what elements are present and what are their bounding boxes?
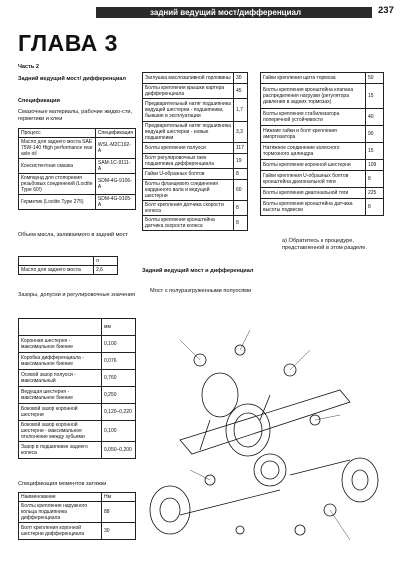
specs-heading: Спецификации bbox=[18, 98, 60, 104]
table-row: Гайки крепления щита тормоза 50 bbox=[261, 73, 384, 84]
axle-shaft-left bbox=[180, 490, 280, 515]
table-row: Болты крепления диагональной тяги 225 bbox=[261, 188, 384, 199]
axle-exploded-diagram bbox=[140, 300, 392, 562]
ring-gear bbox=[254, 454, 286, 486]
table-row: Болт регулировочных гаек подшипника дифференциала 19 bbox=[143, 154, 248, 169]
table-row: Предварительный натяг подшипника ведущей шестерни - новые подшипники 3,3 bbox=[143, 122, 248, 143]
table-row: Болты крепления стабилизатора поперечной устойчивости 40 bbox=[261, 109, 384, 126]
lubricants-intro: Смазочные материалы, рабочие жидко-сти, герметики и клеи bbox=[18, 109, 133, 122]
section-title: Задний ведущий мост/ дифференциал bbox=[18, 76, 126, 82]
table-row: Болты крепления кронштейна датчика скорости колеса 8 bbox=[143, 216, 248, 231]
oil-volume-table bbox=[18, 256, 118, 275]
table-row: Гайки крепления U-образных болтов кронштейна диагональной тяги 8 bbox=[261, 171, 384, 188]
axle-shaft-right bbox=[290, 460, 350, 475]
table-row: Ведущая шестерня - максимальное биение 0,250 bbox=[19, 387, 136, 404]
differential-housing bbox=[226, 404, 270, 456]
torque-table-right bbox=[260, 72, 384, 216]
table-row: Осевой зазор полуоси - максимальный 0,760 bbox=[19, 370, 136, 387]
clearances-heading: Зазоры, допуски и регулировочные значения bbox=[18, 292, 136, 298]
table-row: Болт крепления коронной шестерни дифференциала 30 bbox=[19, 523, 136, 540]
table-row: Компаунд для стопорения резьбовых соединений (Loctite Type 60!) SDM-4G-9106-A bbox=[19, 174, 136, 195]
table-header: Процесс bbox=[19, 129, 96, 138]
table-row: Болты крепления крышки картера дифференциала 45 bbox=[143, 84, 248, 99]
figure-title: Задний ведущий мост и дифференциал bbox=[142, 268, 254, 274]
brake-drum-left bbox=[150, 486, 190, 534]
table-row: Болты крепления кронштейна датчика высоты подвески 8 bbox=[261, 199, 384, 216]
chapter-title: ГЛАВА 3 bbox=[18, 30, 118, 56]
brake-assembly-right bbox=[342, 458, 378, 502]
table-row: Зазор в подшипнике заднего колеса 0,050–0,200 bbox=[19, 442, 136, 459]
unit-cell: мм bbox=[102, 319, 136, 336]
part-label: Часть 2 bbox=[18, 64, 39, 70]
table-row: Боковой зазор коронной шестерни 0,120–0,220 bbox=[19, 404, 136, 421]
torque-table-middle bbox=[142, 72, 248, 231]
page-header bbox=[0, 0, 402, 22]
table-row: Консистентная смазка SAM-1C-9111-A bbox=[19, 159, 136, 174]
lubricants-table bbox=[18, 128, 136, 210]
housing-cover bbox=[202, 373, 238, 417]
footnote: a) Обратитесь к процедуре, представленной в этом разделе. bbox=[282, 238, 367, 251]
table-header: Спецификация bbox=[95, 129, 135, 138]
table-row: Герметик (Loctite Type 275) SDM-4G-9105-A bbox=[19, 195, 136, 210]
oil-volume-label: Объем масла, заливаемого в задний мост bbox=[18, 232, 129, 238]
table-row: Масло для заднего моста SAE 75W-140 High performance rear axle oil WSL-M2C192-A bbox=[19, 138, 136, 159]
table-row: Болты крепления полуоси 117 bbox=[143, 143, 248, 154]
table-row: Гайки U-образных болтов 8 bbox=[143, 169, 248, 180]
unit-cell: л bbox=[94, 257, 118, 266]
table-row: Масло для заднего моста 2,6 bbox=[19, 266, 118, 275]
table-row: Натяжное соединение колесного тормозного цилиндра 15 bbox=[261, 143, 384, 160]
table-row: Болты крепления коронной шестерни 109 bbox=[261, 160, 384, 171]
table-row: Коронная шестерня - максимальное биение 0,100 bbox=[19, 336, 136, 353]
header-title: задний ведущий мост/дифференциал bbox=[150, 8, 302, 17]
table-row: Болты крепления кронштейна клапана распределения нагрузки (регулятора давления в задних тормозах) 15 bbox=[261, 84, 384, 109]
table-row: Заглушка маслозаливной горловины 30 bbox=[143, 73, 248, 84]
table-row: Боковой зазор коронной шестерни - максимальное отклонение между зубьями 0,100 bbox=[19, 421, 136, 442]
table-header: Наименование bbox=[19, 493, 102, 502]
axle-housing-tube bbox=[180, 390, 350, 454]
table-row: Нижние гайки и болт крепления амортизатора 90 bbox=[261, 126, 384, 143]
table-row: Болты фланцевого соединения карданного вала и ведущей шестерни 60 bbox=[143, 180, 248, 201]
page-number: 237 bbox=[378, 5, 394, 16]
torque-heading: Спецификация моментов затяжки bbox=[18, 481, 107, 487]
clearances-table bbox=[18, 318, 136, 459]
figure-subtitle: Мост с полуразгруженными полуосями bbox=[150, 288, 252, 294]
table-row: Болт крепления датчика скорости колеса 8 bbox=[143, 201, 248, 216]
table-row: Коробка дифференциала - максимальное биение 0,076 bbox=[19, 353, 136, 370]
table-row: Болты крепления наружного кольца подшипника дифференциала 88 bbox=[19, 502, 136, 523]
table-row: Предварительный натяг подшипника ведущей шестерни - подшипники, бывшие в эксплуатации 1,7 bbox=[143, 99, 248, 122]
torque-table bbox=[18, 492, 136, 540]
table-header: Нм bbox=[102, 493, 136, 502]
